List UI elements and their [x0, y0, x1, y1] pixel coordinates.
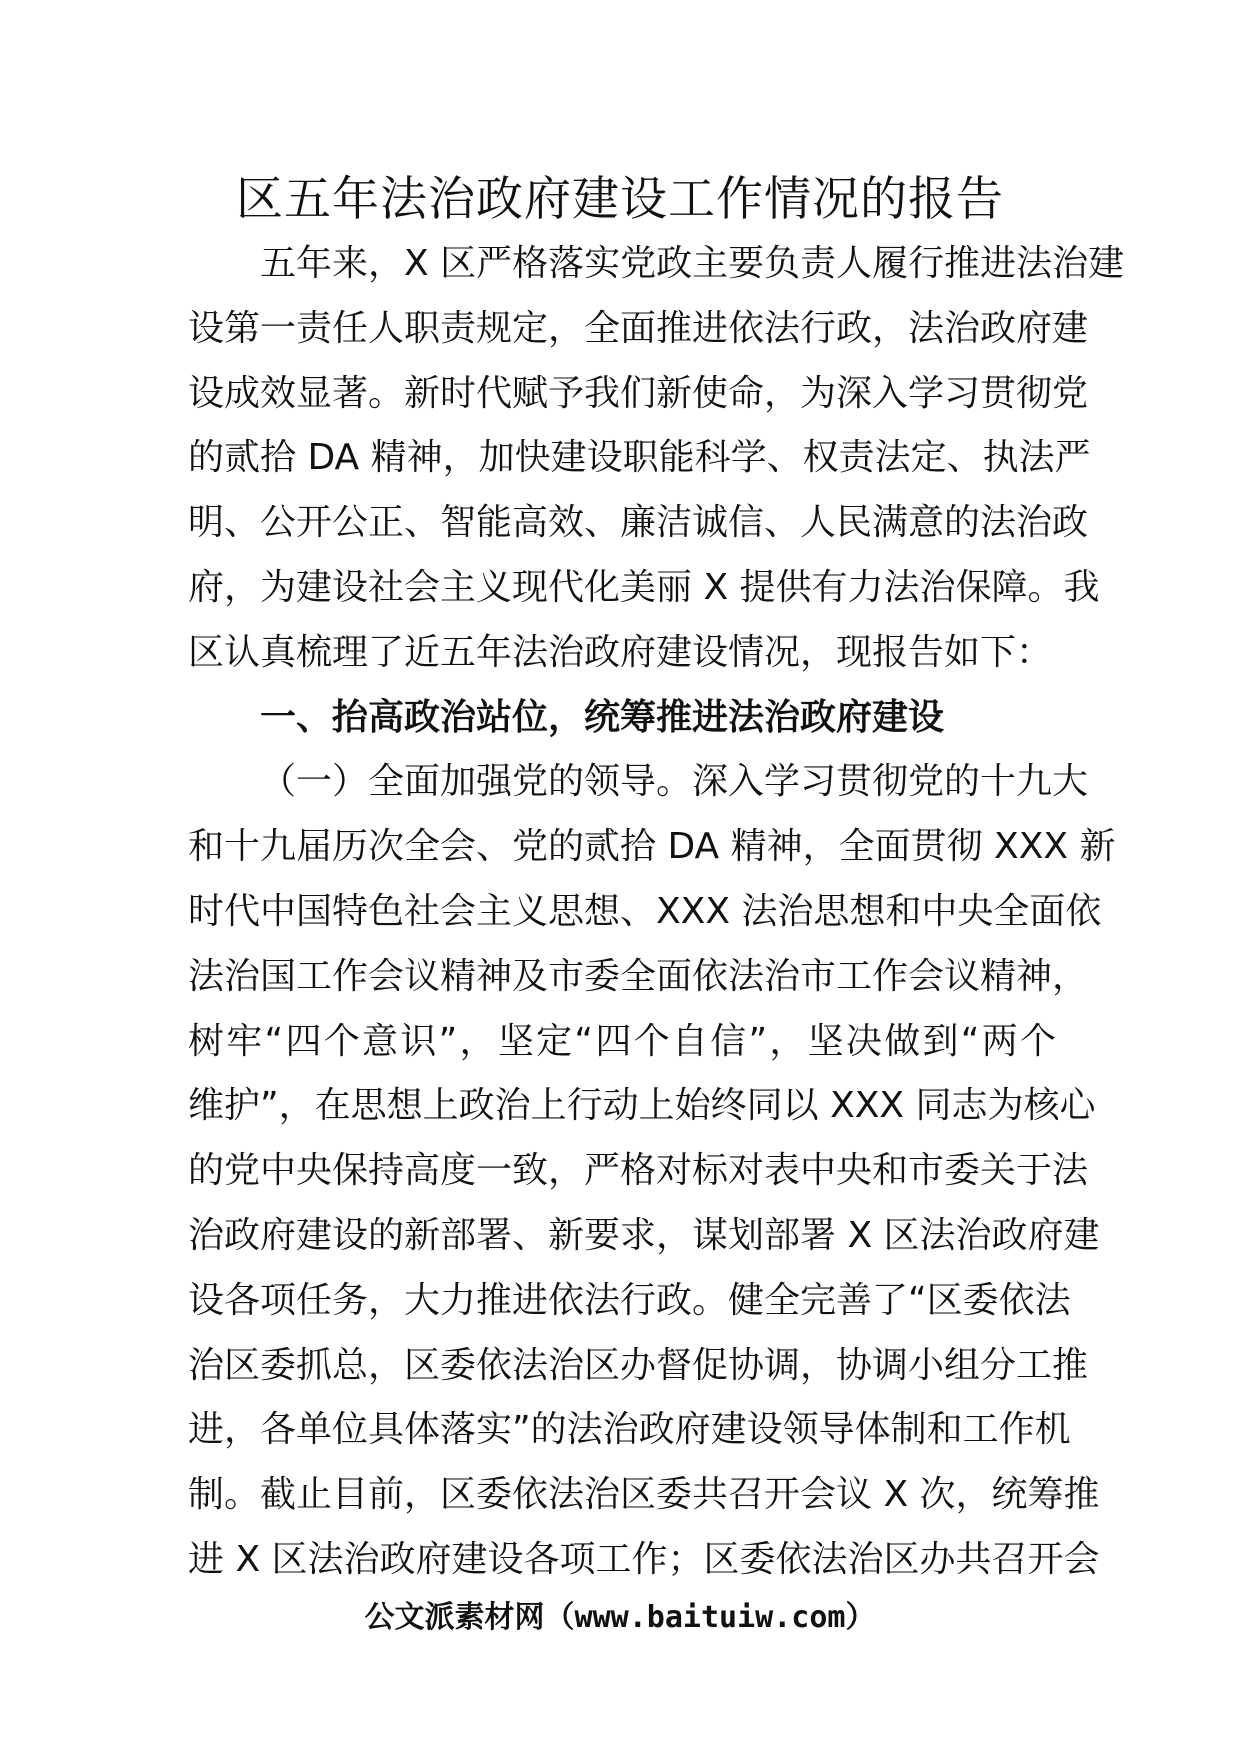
- paragraph-line: 制。截止目前，区委依法治区委共召开会议 X 次，统筹推: [188, 1474, 1100, 1516]
- paragraph-line: 进 X 区法治政府建设各项工作；区委依法治区办共召开会: [188, 1538, 1100, 1580]
- paragraph-line: 府，为建设社会主义现代化美丽 X 提供有力法治保障。我: [188, 566, 1100, 608]
- paragraph-line: 治政府建设的新部署、新要求，谋划部署 X 区法治政府建: [188, 1214, 1100, 1256]
- paragraph-line: 设第一责任人职责规定，全面推进依法行政，法治政府建: [188, 307, 1089, 349]
- footer-watermark: [0, 1598, 1240, 1638]
- paragraph-line: 的党中央保持高度一致，严格对标对表中央和市委关于法: [188, 1150, 1089, 1192]
- document-title: 区五年法治政府建设工作情况的报告: [236, 172, 1004, 227]
- paragraph-line: 的贰拾 DA 精神，加快建设职能科学、权责法定、执法严: [188, 437, 1091, 479]
- paragraph-line: 和十九届历次全会、党的贰拾 DA 精神，全面贯彻 XXX 新: [188, 826, 1116, 868]
- paragraph-line: 法治国工作会议精神及市委全面依法治市工作会议精神，: [188, 955, 1089, 997]
- paragraph-line: 维护”，在思想上政治上行动上始终同以 XXX 同志为核心: [188, 1085, 1096, 1127]
- document-body: [188, 232, 1125, 1593]
- paragraph-line: 五年来，X 区严格落实党政主要负责人履行推进法治建: [260, 243, 1125, 284]
- paragraph-line: （一）全面加强党的领导。深入学习贯彻党的十九大: [260, 761, 1089, 803]
- section-heading: 一、抬高政治站位，统筹推进法治政府建设: [260, 696, 945, 738]
- paragraph-line: 治区委抓总，区委依法治区办督促协调，协调小组分工推: [188, 1344, 1089, 1386]
- paragraph-line: 区认真梳理了近五年法治政府建设情况，现报告如下：: [188, 631, 1053, 673]
- paragraph-line: 设各项任务，大力推进依法行政。健全完善了“区委依法: [188, 1279, 1071, 1321]
- footer-site-name: 公文派素材网: [364, 1600, 545, 1635]
- footer-url: （www.baituiw.com）: [544, 1600, 876, 1635]
- paragraph-line: 树牢“四个意识”，坚定“四个自信”，坚决做到“两个: [188, 1020, 1056, 1062]
- paragraph-line: 时代中国特色社会主义思想、XXX 法治思想和中央全面依: [188, 890, 1102, 932]
- paragraph-line: 进，各单位具体落实”的法治政府建设领导体制和工作机: [188, 1409, 1071, 1451]
- paragraph-line: 设成效显著。新时代赋予我们新使命，为深入学习贯彻党: [188, 372, 1089, 414]
- paragraph-line: 明、公开公正、智能高效、廉洁诚信、人民满意的法治政: [188, 502, 1089, 544]
